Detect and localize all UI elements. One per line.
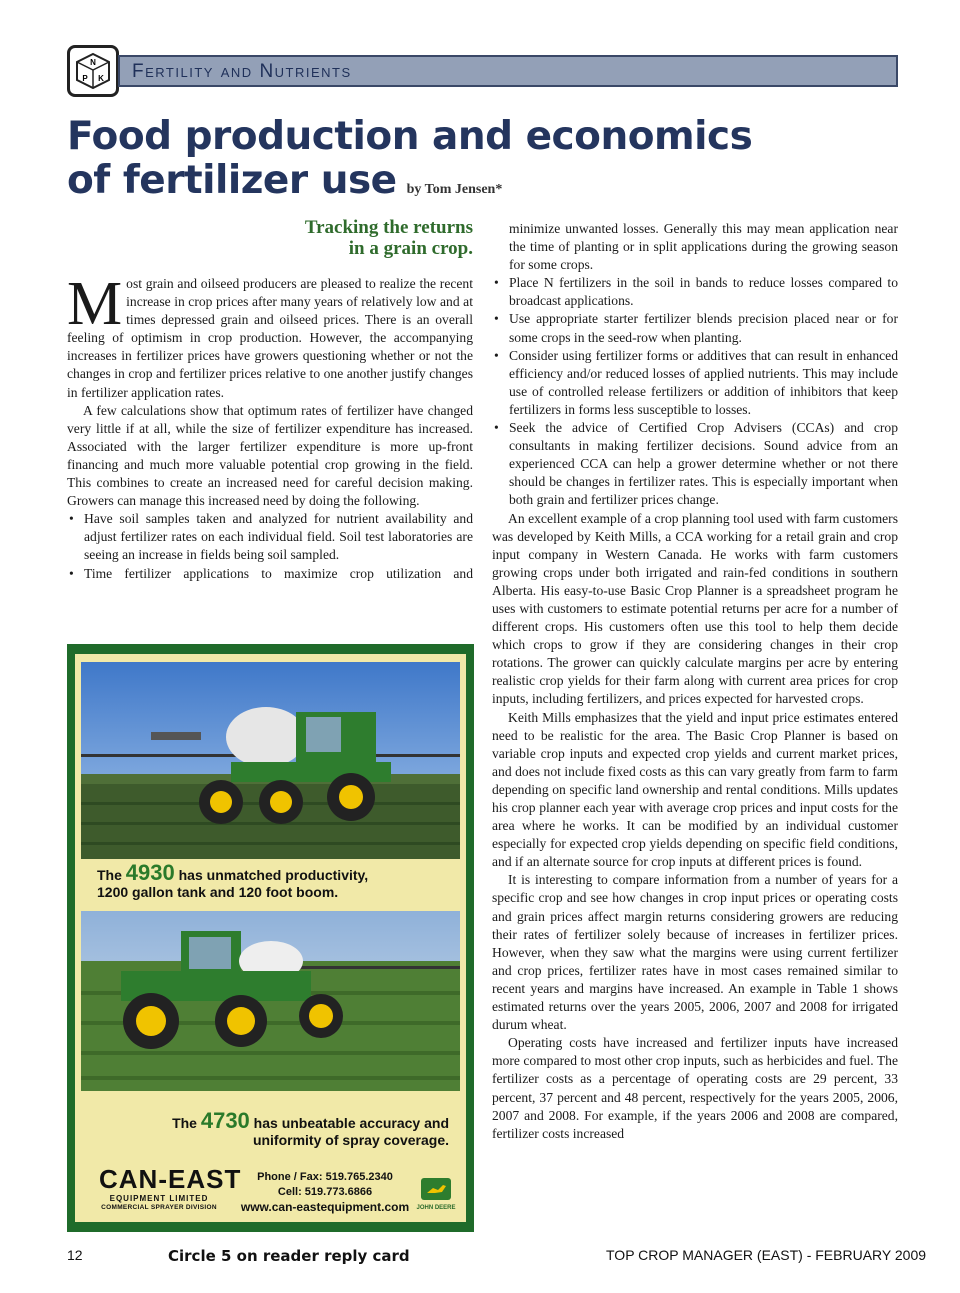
headline-line-2-text: of fertilizer use <box>67 158 397 203</box>
section-banner <box>118 55 898 87</box>
sprayer-photo-4730 <box>81 911 460 1091</box>
deer-icon <box>421 1178 451 1200</box>
website-link[interactable]: www.can-eastequipment.com <box>240 1200 410 1214</box>
page-number: 12 <box>67 1247 83 1263</box>
can-east-sub1: EQUIPMENT LIMITED <box>109 1194 209 1203</box>
advertisement[interactable] <box>67 644 474 1232</box>
logo-letter-p: P <box>82 74 88 83</box>
list-item: • Consider using fertilizer forms or additives that can result in enhanced efficiency and/or reduced losses of applied nutrients. This may include use of controlled release fertilizers or addition of inhibitors that keep fertilizers in forms less susceptible to losses. <box>492 347 898 419</box>
bullet-list <box>67 510 473 582</box>
left-column <box>67 270 473 583</box>
ad-copy-4730-line1 <box>159 1108 449 1133</box>
can-east-sub2: COMMERCIAL SPRAYER DIVISION <box>101 1204 217 1211</box>
john-deere-logo <box>415 1178 457 1211</box>
logo-letter-k: K <box>98 74 104 83</box>
can-east-subtitle <box>99 1194 219 1212</box>
npk-cube-icon <box>73 51 113 91</box>
headline-line-1: Food production and economics <box>67 114 753 159</box>
intro-text: ost grain and oilseed producers are pleased to realize the recent increase in crop prices after many years of relatively low and at times depressed grain and oilseed prices. There is an overall feeling of optimism in crop production. However, the accompanying increases in fertilizer prices have growers questioning whether or not the changes in crop and fertilizer prices relative to one another justify changes in fertilizer application rates. <box>67 276 473 400</box>
ad-copy-4930-pre: The <box>97 867 126 883</box>
paragraph: Keith Mills emphasizes that the yield and input price estimates entered need to be realistic for the area. The Basic Crop Planner is based on variable crop inputs and expected crop yields and current market prices, and does not include fixed costs as this can vary greatly from farm to farm depending on specific land ownership and rental conditions. Mills updates his crop planner each year with average crop prices and input costs for the area where he works. It can be modified by an individual customer especially for expected crop yields depending on specific field conditions, and if an alternate source for crop inputs at different prices is found. <box>492 709 898 870</box>
model-4730: 4730 <box>200 1108 250 1133</box>
cell-phone: Cell: 519.773.6866 <box>277 1186 373 1198</box>
ad-copy-4730 <box>159 1108 449 1149</box>
ad-copy-4930-post: has unmatched productivity, <box>174 867 369 883</box>
can-east-logo: CAN-EAST <box>99 1164 242 1194</box>
ad-copy-4930-line2: 1200 gallon tank and 120 foot boom. <box>97 884 339 900</box>
bullet-list-continued <box>492 220 898 510</box>
magazine-footer: TOP CROP MANAGER (EAST) - FEBRUARY 2009 <box>606 1247 927 1263</box>
subhead-line-2: in a grain crop. <box>348 238 473 259</box>
subhead-line-1: Tracking the returns <box>304 217 473 238</box>
list-item: • Place N fertilizers in the soil in bands to reduce losses compared to broadcast applications. <box>492 274 898 310</box>
reader-reply-note: Circle 5 on reader reply card <box>168 1247 410 1265</box>
ad-copy-4730-post: has unbeatable accuracy and <box>249 1115 449 1131</box>
ad-copy-4930-line1 <box>97 860 369 885</box>
sprayer-photo-4930 <box>81 662 460 859</box>
phone-fax: Phone / Fax: 519.765.2340 <box>257 1171 393 1183</box>
list-item: • Time fertilizer applications to maximize crop utilization and <box>67 565 473 583</box>
paragraph: A few calculations show that optimum rates of fertilizer have changed very little if at all, while the size of fertilizer expenditure has increased. Associated with the larger fertilizer expenditure is more up-front financing and much more valuable potential crop growing in the field. This combines to create an increased need for careful decision making. Growers can manage this increased need by doing the following. <box>67 402 473 509</box>
article-subhead <box>240 217 473 259</box>
list-item: • Seek the advice of Certified Crop Advisers (CCAs) and crop consultants in making fertilizer decisions. Sound advice from an experienced CCA can help a grower determine whether or not there should be changes in fertilizer rates. This is especially important when both grain and fertilizer prices change. <box>492 419 898 509</box>
paragraph: Operating costs have increased and fertilizer inputs have increased more compared to most other crop inputs, such as herbicides and fuel. The fertilizer costs as a percentage of operating costs are 29 percent, 33 percent, 37 percent and 48 percent, respectively for the years 2005, 2006, 2007 and 2008. For example, if the years 2006 and 2008 are compared, fertilizer costs increased <box>492 1035 898 1141</box>
paragraph: It is interesting to compare information from a number of years for a specific crop and see how changes in crop input prices or operating costs and grain prices affect margin returns considering growers are reducing their rates of fertilizer solely because of increases in fertilizer prices. However, when they saw what the margins were using current fertilizer and crop prices, fertilizer rates have in most cases remained similar to recent years and margins have increased. An example in Table 1 shows estimated returns over the years 2005, 2006, 2007 and 2008 for irrigated durum wheat. <box>492 872 898 1033</box>
list-item: • Use appropriate starter fertilizer blends precision placed near or for some crops in the seed-row when planting. <box>492 310 898 346</box>
drop-cap: M <box>67 270 123 338</box>
ad-contact <box>235 1170 415 1215</box>
section-logo <box>67 45 119 97</box>
ad-panel <box>75 654 466 1222</box>
article-headline <box>67 115 752 212</box>
byline: by Tom Jensen* <box>406 182 503 197</box>
headline-line-2 <box>67 159 752 212</box>
list-item-continued: minimize unwanted losses. Generally this may mean application near the time of planting or in split applications during the growing season for some crops. <box>509 221 898 273</box>
logo-letter-n: N <box>90 58 96 67</box>
section-title: Fertility and Nutrients <box>132 61 352 82</box>
ad-copy-4730-pre: The <box>172 1115 201 1131</box>
john-deere-label: JOHN DEERE <box>416 1205 456 1211</box>
intro-paragraph <box>67 270 473 402</box>
ad-copy-4930 <box>97 860 369 901</box>
list-item: • Have soil samples taken and analyzed for nutrient availability and adjust fertilizer rates on each individual field. Soil test laboratories are seeing an increase in fields being soil sampled. <box>67 510 473 564</box>
paragraph: An excellent example of a crop planning tool used with farm customers was developed by Keith Mills, a CCA working for a retail grain and crop input company in Western Canada. He works with farm customers growing crops under both irrigated and rain-fed conditions in southern Alberta. His easy-to-use Basic Crop Planner is a spreadsheet program he uses with customers to estimate potential returns per acre for a number of different crops. His customers often use this tool to help them decide which crops to grow if they are considering changes in their crop rotations. The grower can quickly calculate margins per acre by entering realistic crop yields for their farm along with current area prices for crop inputs, including fertilizers, and prices expected for harvested crops. <box>492 510 898 707</box>
ad-copy-4730-line2: uniformity of spray coverage. <box>252 1132 449 1148</box>
right-column <box>492 220 898 1143</box>
model-4930: 4930 <box>125 860 175 885</box>
